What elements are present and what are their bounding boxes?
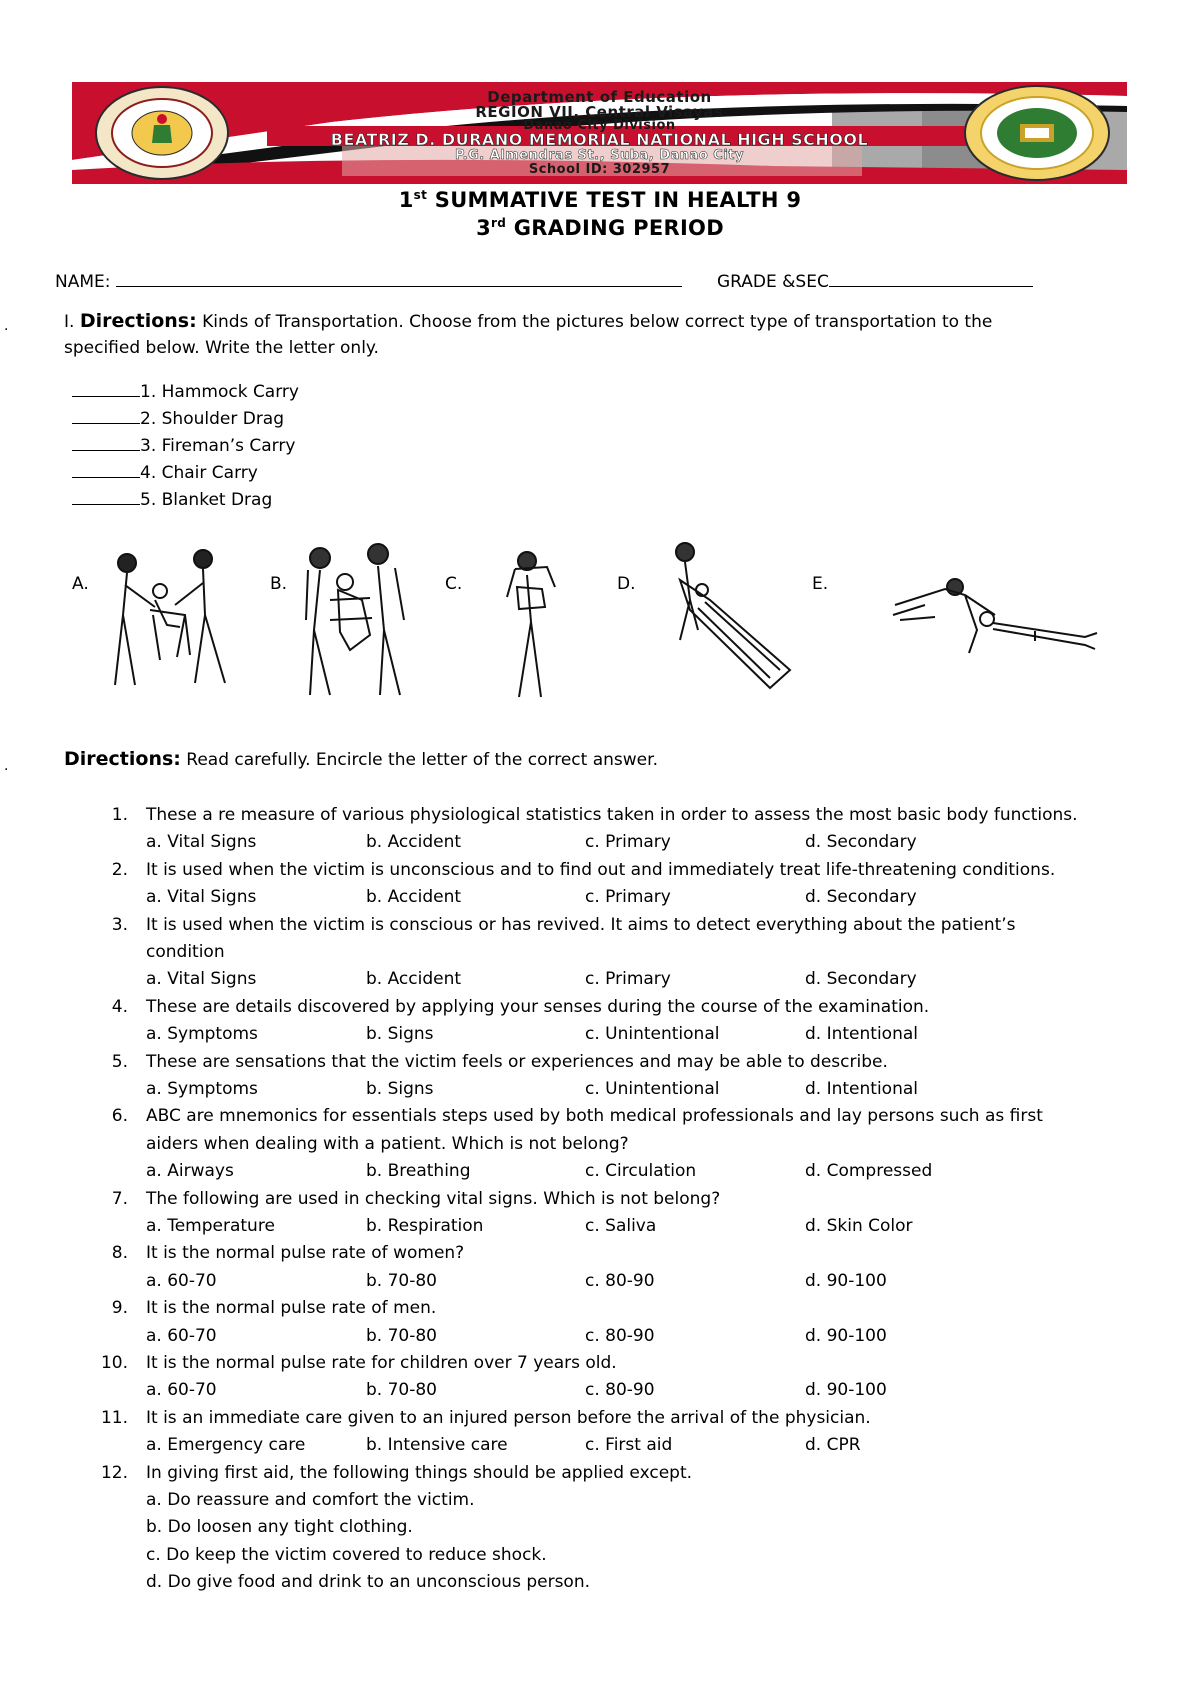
question-text: It is the normal pulse rate of women? [146,1243,465,1264]
question-text: It is used when the victim is unconscious and to find out and immediately treat life-threatening conditions. [146,859,1056,880]
question-text: These are details discovered by applying your senses during the course of the examination. [146,996,930,1017]
answer-choice[interactable]: d. Compressed [805,1161,933,1182]
picture-label-d: D. [617,574,636,594]
matching-item-text: 4. Chair Carry [140,463,258,483]
title-ordinal: 1 [398,188,414,212]
question-text: The following are used in checking vital signs. Which is not belong? [146,1188,721,1209]
answer-blank[interactable] [72,409,140,424]
grade-section-field[interactable] [717,270,1033,292]
answer-choice[interactable]: b. Breathing [366,1161,471,1182]
answer-choice[interactable]: b. Respiration [366,1216,484,1236]
answer-choice[interactable]: b. Accident [366,887,462,908]
answer-choice[interactable]: c. Circulation [585,1161,697,1182]
answer-choice[interactable]: a. Vital Signs [146,969,257,990]
question-text: aiders when dealing with a patient. Which is not belong? [146,1133,629,1154]
answer-blank[interactable] [72,436,140,451]
answer-choice[interactable]: d. Secondary [805,832,917,853]
part2-directions-text: Read carefully. Encircle the letter of the correct answer. [180,750,658,770]
answer-choice[interactable]: d. Secondary [805,969,917,990]
matching-item-text: 1. Hammock Carry [140,382,299,402]
title-ordinal-suffix: st [413,188,428,202]
answer-choice[interactable]: a. Vital Signs [146,832,257,853]
header-address: P.G. Almendras St., Suba, Danao City [455,148,744,163]
question-text: In giving first aid, the following things should be applied except. [146,1462,693,1483]
answer-choice[interactable]: b. Accident [366,969,462,990]
answer-choice[interactable]: d. Intentional [805,1079,918,1099]
picture-label-b: B. [270,574,288,594]
question-text: These a re measure of various physiological statistics taken in order to assess the most basic body functions. [146,805,1078,825]
answer-choice[interactable]: c. Do keep the victim covered to reduce shock. [146,1544,547,1565]
question-text: It is the normal pulse rate for children over 7 years old. [146,1353,617,1373]
grading-period-title [0,216,1200,240]
firemans-carry-illustration [497,547,567,707]
question-number: 4. [111,996,128,1017]
part1-directions-label: Directions: [79,310,197,332]
answer-choice[interactable]: b. 70-80 [366,1270,437,1291]
answer-choice[interactable]: a. Airways [146,1161,234,1182]
answer-choice[interactable]: b. 70-80 [366,1325,437,1346]
answer-choice[interactable]: a. Temperature [146,1216,275,1236]
matching-item [72,490,272,510]
answer-choice[interactable]: a. Symptoms [146,1024,258,1045]
answer-choice[interactable]: a. Emergency care [146,1435,306,1456]
period-text: GRADING PERIOD [506,216,724,240]
matching-item [72,463,258,483]
question-number: 3. [111,914,128,935]
test-title [0,188,1200,212]
question-text: These are sensations that the victim feels or experiences and may be able to describe. [146,1051,888,1072]
part1-numeral: I. [64,312,75,332]
blanket-drag-illustration [650,540,810,690]
answer-choice[interactable]: c. Unintentional [585,1079,720,1099]
answer-choice[interactable]: c. 80-90 [585,1380,655,1401]
name-blank[interactable] [116,270,682,287]
answer-choice[interactable]: a. 60-70 [146,1380,217,1401]
answer-choice[interactable]: d. Do give food and drink to an unconscious person. [146,1572,591,1593]
header-school-id: School ID: 302957 [528,162,671,177]
margin-dot: . [4,318,9,334]
matching-item-text: 2. Shoulder Drag [140,409,285,429]
header-division: Danao City Division [523,118,676,133]
question-text: It is used when the victim is conscious or has revived. It aims to detect everything about the patient’s [146,914,1016,935]
answer-choice[interactable]: b. Signs [366,1079,434,1099]
answer-choice[interactable]: c. Primary [585,832,671,853]
header-department: Department of Education [487,88,712,106]
question-number: 6. [111,1106,128,1127]
answer-blank[interactable] [72,382,140,397]
answer-choice[interactable]: a. 60-70 [146,1270,217,1291]
answer-choice[interactable]: a. Vital Signs [146,887,257,908]
answer-choice[interactable]: c. Unintentional [585,1024,720,1045]
answer-choice[interactable]: b. Accident [366,832,462,853]
period-ordinal-suffix: rd [490,216,507,230]
question-number: 9. [111,1298,128,1319]
grade-section-label: GRADE &SEC [717,272,829,292]
matching-item [72,436,295,456]
part2-directions-label: Directions: [64,748,181,770]
matching-item-text: 3. Fireman’s Carry [140,436,296,456]
answer-choice[interactable]: d. 90-100 [805,1325,887,1346]
question-number: 5. [111,1051,128,1072]
picture-label-c: C. [445,574,463,594]
header-region: REGION VII, Central Visayas [475,103,724,121]
answer-blank[interactable] [72,490,140,505]
school-header-banner [72,82,1127,184]
answer-choice[interactable]: b. Do loosen any tight clothing. [146,1517,413,1538]
shoulder-drag-illustration [885,575,1105,670]
part2-directions [64,748,658,770]
question-text: ABC are mnemonics for essentials steps used by both medical professionals and lay persons such as first [146,1106,1043,1127]
answer-choice[interactable]: a. 60-70 [146,1325,217,1346]
margin-dot: . [4,758,9,774]
question-number: 1. [111,805,128,825]
answer-choice[interactable]: c. Saliva [585,1216,657,1236]
part1-directions-text: Kinds of Transportation. Choose from the pictures below correct type of transportation to the [196,312,993,332]
answer-choice[interactable]: d. CPR [805,1435,861,1456]
question-number: 7. [111,1188,128,1209]
title-text: SUMMATIVE TEST IN HEALTH 9 [427,188,802,212]
answer-choice[interactable]: d. Skin Color [805,1216,913,1236]
question-text: It is the normal pulse rate of men. [146,1298,437,1319]
question-number: 11. [100,1407,128,1428]
matching-item [72,382,299,402]
question-number: 10. [100,1353,128,1373]
matching-item-text: 5. Blanket Drag [140,490,273,510]
question-number: 12. [100,1462,128,1483]
question-number: 2. [111,859,128,880]
answer-choice[interactable]: c. First aid [585,1435,673,1456]
picture-label-a: A. [72,574,89,594]
answer-blank[interactable] [72,463,140,478]
answer-choice[interactable]: a. Symptoms [146,1079,258,1099]
header-school-name: BEATRIZ D. DURANO MEMORIAL NATIONAL HIGH SCHOOL [330,130,869,149]
answer-choice[interactable]: c. Primary [585,887,671,908]
name-field[interactable] [55,270,682,292]
answer-choice[interactable]: b. Intensive care [366,1435,508,1456]
part1-directions-line1 [64,310,992,332]
question-text: It is an immediate care given to an injured person before the arrival of the physician. [146,1407,871,1428]
answer-choice[interactable]: d. 90-100 [805,1380,887,1401]
question-number: 8. [111,1243,128,1264]
picture-label-e: E. [812,574,829,594]
hammock-carry-illustration [300,540,415,700]
answer-choice[interactable]: c. 80-90 [585,1325,655,1346]
chair-carry-illustration [105,545,250,690]
answer-choice[interactable]: c. 80-90 [585,1270,655,1291]
matching-item [72,409,284,429]
answer-choice[interactable]: a. Do reassure and comfort the victim. [146,1490,475,1510]
answer-choice[interactable]: b. 70-80 [366,1380,437,1401]
answer-choice[interactable]: d. Secondary [805,887,917,908]
question-text: condition [146,942,225,962]
grade-section-blank[interactable] [829,270,1033,287]
answer-choice[interactable]: b. Signs [366,1024,434,1045]
period-ordinal: 3 [476,216,491,240]
name-label: NAME: [55,272,111,292]
answer-choice[interactable]: c. Primary [585,969,671,990]
answer-choice[interactable]: d. 90-100 [805,1270,887,1291]
part1-directions-line2: specified below. Write the letter only. [64,338,379,358]
answer-choice[interactable]: d. Intentional [805,1024,918,1045]
